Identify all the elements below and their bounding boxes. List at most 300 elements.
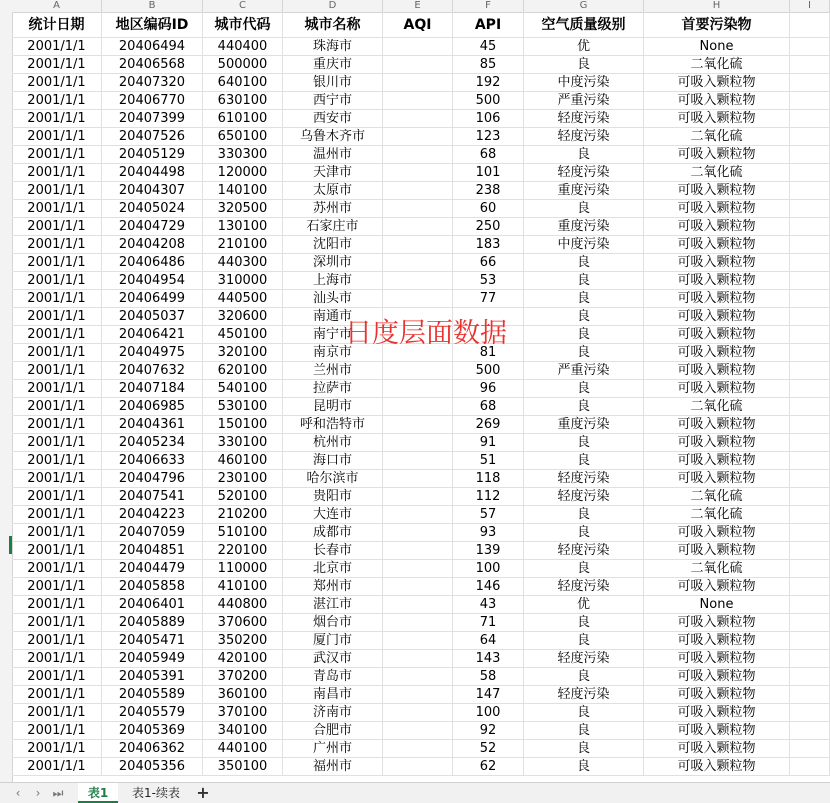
table-cell[interactable]: 济南市 bbox=[283, 704, 383, 722]
table-cell[interactable] bbox=[790, 722, 830, 740]
table-cell[interactable]: 620100 bbox=[203, 362, 283, 380]
table-cell[interactable]: 20405129 bbox=[102, 146, 203, 164]
table-cell[interactable]: 2001/1/1 bbox=[12, 668, 102, 686]
table-cell[interactable]: 2001/1/1 bbox=[12, 218, 102, 236]
table-cell[interactable] bbox=[383, 362, 453, 380]
table-cell[interactable]: 64 bbox=[453, 632, 524, 650]
table-cell[interactable]: 可吸入颗粒物 bbox=[644, 578, 790, 596]
table-cell[interactable] bbox=[383, 740, 453, 758]
table-cell[interactable]: 成都市 bbox=[283, 524, 383, 542]
table-cell[interactable] bbox=[790, 380, 830, 398]
table-cell[interactable]: 20405024 bbox=[102, 200, 203, 218]
table-cell[interactable]: 20406770 bbox=[102, 92, 203, 110]
table-cell[interactable] bbox=[383, 74, 453, 92]
table-cell[interactable]: 101 bbox=[453, 164, 524, 182]
table-cell[interactable] bbox=[790, 704, 830, 722]
table-cell[interactable] bbox=[383, 650, 453, 668]
table-cell[interactable]: 可吸入颗粒物 bbox=[644, 668, 790, 686]
table-cell[interactable]: 440300 bbox=[203, 254, 283, 272]
table-cell[interactable]: 2001/1/1 bbox=[12, 650, 102, 668]
table-cell[interactable]: 中度污染 bbox=[524, 236, 644, 254]
table-cell[interactable]: 2001/1/1 bbox=[12, 416, 102, 434]
table-cell[interactable]: 良 bbox=[524, 524, 644, 542]
table-cell[interactable]: 51 bbox=[453, 452, 524, 470]
table-cell[interactable]: None bbox=[644, 596, 790, 614]
table-cell[interactable] bbox=[383, 218, 453, 236]
table-cell[interactable]: 轻度污染 bbox=[524, 488, 644, 506]
table-cell[interactable]: 52 bbox=[453, 740, 524, 758]
table-cell[interactable]: 厦门市 bbox=[283, 632, 383, 650]
table-cell[interactable]: 20404498 bbox=[102, 164, 203, 182]
header-cell[interactable]: API bbox=[453, 12, 524, 38]
table-cell[interactable]: 96 bbox=[453, 380, 524, 398]
table-cell[interactable]: 20407399 bbox=[102, 110, 203, 128]
table-cell[interactable]: 可吸入颗粒物 bbox=[644, 254, 790, 272]
table-cell[interactable]: 58 bbox=[453, 668, 524, 686]
table-cell[interactable]: 可吸入颗粒物 bbox=[644, 614, 790, 632]
table-cell[interactable] bbox=[790, 506, 830, 524]
table-cell[interactable]: 2001/1/1 bbox=[12, 110, 102, 128]
table-cell[interactable]: 南宁市 bbox=[283, 326, 383, 344]
table-cell[interactable]: 20406421 bbox=[102, 326, 203, 344]
table-cell[interactable]: 2001/1/1 bbox=[12, 326, 102, 344]
table-cell[interactable] bbox=[383, 668, 453, 686]
table-cell[interactable] bbox=[790, 290, 830, 308]
table-cell[interactable]: 20407184 bbox=[102, 380, 203, 398]
table-cell[interactable]: 烟台市 bbox=[283, 614, 383, 632]
table-cell[interactable]: 2001/1/1 bbox=[12, 362, 102, 380]
table-cell[interactable]: 良 bbox=[524, 506, 644, 524]
table-cell[interactable]: 330300 bbox=[203, 146, 283, 164]
table-cell[interactable]: 苏州市 bbox=[283, 200, 383, 218]
table-cell[interactable]: 81 bbox=[453, 344, 524, 362]
table-cell[interactable]: 500 bbox=[453, 362, 524, 380]
table-cell[interactable] bbox=[790, 56, 830, 74]
column-letter-f[interactable]: F bbox=[453, 0, 524, 12]
table-cell[interactable]: 福州市 bbox=[283, 758, 383, 776]
table-cell[interactable]: 520100 bbox=[203, 488, 283, 506]
table-cell[interactable]: 20404479 bbox=[102, 560, 203, 578]
table-cell[interactable]: 20405949 bbox=[102, 650, 203, 668]
table-cell[interactable] bbox=[383, 56, 453, 74]
table-cell[interactable]: 57 bbox=[453, 506, 524, 524]
table-cell[interactable]: 银川市 bbox=[283, 74, 383, 92]
table-cell[interactable] bbox=[790, 128, 830, 146]
table-cell[interactable]: 良 bbox=[524, 740, 644, 758]
table-cell[interactable] bbox=[383, 146, 453, 164]
table-cell[interactable]: 210100 bbox=[203, 236, 283, 254]
header-cell[interactable]: 地区编码ID bbox=[102, 12, 203, 38]
table-cell[interactable]: 深圳市 bbox=[283, 254, 383, 272]
column-letter-h[interactable]: H bbox=[644, 0, 790, 12]
table-cell[interactable]: 呼和浩特市 bbox=[283, 416, 383, 434]
table-cell[interactable]: 20404851 bbox=[102, 542, 203, 560]
table-cell[interactable]: 20405369 bbox=[102, 722, 203, 740]
table-cell[interactable]: 昆明市 bbox=[283, 398, 383, 416]
table-cell[interactable]: 460100 bbox=[203, 452, 283, 470]
table-cell[interactable]: 45 bbox=[453, 38, 524, 56]
table-cell[interactable]: 20404975 bbox=[102, 344, 203, 362]
table-cell[interactable]: 二氧化硫 bbox=[644, 164, 790, 182]
table-cell[interactable]: 450100 bbox=[203, 326, 283, 344]
table-cell[interactable]: 轻度污染 bbox=[524, 164, 644, 182]
table-cell[interactable]: 610100 bbox=[203, 110, 283, 128]
table-cell[interactable]: 269 bbox=[453, 416, 524, 434]
column-letter-g[interactable]: G bbox=[524, 0, 644, 12]
table-cell[interactable]: 20406494 bbox=[102, 38, 203, 56]
table-cell[interactable]: 轻度污染 bbox=[524, 542, 644, 560]
table-cell[interactable] bbox=[383, 182, 453, 200]
prev-sheet-icon[interactable]: ‹ bbox=[15, 786, 21, 800]
table-cell[interactable]: 良 bbox=[524, 434, 644, 452]
table-cell[interactable]: 20405234 bbox=[102, 434, 203, 452]
table-cell[interactable]: 可吸入颗粒物 bbox=[644, 758, 790, 776]
table-cell[interactable]: 重度污染 bbox=[524, 218, 644, 236]
table-cell[interactable]: 汕头市 bbox=[283, 290, 383, 308]
column-letter-e[interactable]: E bbox=[383, 0, 453, 12]
table-cell[interactable]: 53 bbox=[453, 272, 524, 290]
table-cell[interactable]: 500 bbox=[453, 92, 524, 110]
table-cell[interactable]: 68 bbox=[453, 146, 524, 164]
table-cell[interactable]: 320500 bbox=[203, 200, 283, 218]
table-cell[interactable]: 20405858 bbox=[102, 578, 203, 596]
table-cell[interactable]: 2001/1/1 bbox=[12, 254, 102, 272]
table-cell[interactable]: 良 bbox=[524, 146, 644, 164]
table-cell[interactable]: 中度污染 bbox=[524, 74, 644, 92]
table-cell[interactable]: 大连市 bbox=[283, 506, 383, 524]
table-cell[interactable]: 良 bbox=[524, 200, 644, 218]
table-cell[interactable]: 轻度污染 bbox=[524, 110, 644, 128]
table-cell[interactable]: 2001/1/1 bbox=[12, 236, 102, 254]
table-cell[interactable]: 147 bbox=[453, 686, 524, 704]
table-cell[interactable]: 20404954 bbox=[102, 272, 203, 290]
table-cell[interactable] bbox=[383, 380, 453, 398]
table-cell[interactable]: 2001/1/1 bbox=[12, 452, 102, 470]
table-cell[interactable]: 良 bbox=[524, 398, 644, 416]
header-cell[interactable]: 首要污染物 bbox=[644, 12, 790, 38]
header-cell[interactable] bbox=[790, 12, 830, 38]
table-cell[interactable]: 143 bbox=[453, 650, 524, 668]
table-cell[interactable]: 20405889 bbox=[102, 614, 203, 632]
table-cell[interactable]: 20404729 bbox=[102, 218, 203, 236]
table-cell[interactable]: 2001/1/1 bbox=[12, 344, 102, 362]
table-cell[interactable]: 2001/1/1 bbox=[12, 128, 102, 146]
table-cell[interactable] bbox=[383, 110, 453, 128]
table-cell[interactable] bbox=[790, 110, 830, 128]
table-cell[interactable]: 青岛市 bbox=[283, 668, 383, 686]
table-cell[interactable]: 可吸入颗粒物 bbox=[644, 218, 790, 236]
table-cell[interactable] bbox=[383, 92, 453, 110]
table-cell[interactable]: 2001/1/1 bbox=[12, 146, 102, 164]
table-cell[interactable]: 20407632 bbox=[102, 362, 203, 380]
table-cell[interactable] bbox=[790, 542, 830, 560]
table-cell[interactable] bbox=[790, 416, 830, 434]
table-cell[interactable]: 二氧化硫 bbox=[644, 506, 790, 524]
table-cell[interactable]: 良 bbox=[524, 452, 644, 470]
table-cell[interactable] bbox=[790, 200, 830, 218]
table-cell[interactable]: 20406633 bbox=[102, 452, 203, 470]
table-cell[interactable]: 良 bbox=[524, 704, 644, 722]
table-cell[interactable]: 370600 bbox=[203, 614, 283, 632]
table-cell[interactable]: 20405471 bbox=[102, 632, 203, 650]
table-cell[interactable] bbox=[790, 74, 830, 92]
table-cell[interactable] bbox=[383, 686, 453, 704]
table-cell[interactable]: 2001/1/1 bbox=[12, 740, 102, 758]
sheet-tab-1[interactable]: 表1 bbox=[78, 783, 118, 803]
table-cell[interactable]: 良 bbox=[524, 632, 644, 650]
table-cell[interactable]: 可吸入颗粒物 bbox=[644, 740, 790, 758]
table-cell[interactable]: 20405391 bbox=[102, 668, 203, 686]
table-cell[interactable]: 哈尔滨市 bbox=[283, 470, 383, 488]
table-cell[interactable]: 北京市 bbox=[283, 560, 383, 578]
table-cell[interactable]: 可吸入颗粒物 bbox=[644, 200, 790, 218]
table-cell[interactable]: 郑州市 bbox=[283, 578, 383, 596]
table-cell[interactable]: 20405579 bbox=[102, 704, 203, 722]
table-cell[interactable]: 2001/1/1 bbox=[12, 290, 102, 308]
table-cell[interactable] bbox=[790, 272, 830, 290]
table-cell[interactable]: 二氧化硫 bbox=[644, 128, 790, 146]
table-cell[interactable]: 合肥市 bbox=[283, 722, 383, 740]
add-sheet-button[interactable]: + bbox=[196, 783, 210, 802]
table-cell[interactable]: 可吸入颗粒物 bbox=[644, 632, 790, 650]
table-cell[interactable]: 良 bbox=[524, 722, 644, 740]
table-cell[interactable]: 可吸入颗粒物 bbox=[644, 704, 790, 722]
table-cell[interactable]: 南昌市 bbox=[283, 686, 383, 704]
table-cell[interactable] bbox=[790, 236, 830, 254]
table-cell[interactable]: 2001/1/1 bbox=[12, 398, 102, 416]
table-cell[interactable] bbox=[383, 434, 453, 452]
table-cell[interactable] bbox=[790, 146, 830, 164]
table-cell[interactable]: 良 bbox=[524, 380, 644, 398]
table-cell[interactable]: 20405037 bbox=[102, 308, 203, 326]
table-cell[interactable]: 二氧化硫 bbox=[644, 488, 790, 506]
table-cell[interactable]: 106 bbox=[453, 110, 524, 128]
table-cell[interactable]: 可吸入颗粒物 bbox=[644, 416, 790, 434]
table-cell[interactable]: 100 bbox=[453, 560, 524, 578]
table-cell[interactable] bbox=[790, 758, 830, 776]
table-cell[interactable]: 20404223 bbox=[102, 506, 203, 524]
table-cell[interactable] bbox=[383, 272, 453, 290]
table-cell[interactable]: 可吸入颗粒物 bbox=[644, 722, 790, 740]
table-cell[interactable]: 2001/1/1 bbox=[12, 614, 102, 632]
table-cell[interactable]: 可吸入颗粒物 bbox=[644, 236, 790, 254]
table-cell[interactable] bbox=[790, 578, 830, 596]
table-cell[interactable] bbox=[790, 596, 830, 614]
sheet-tab-2[interactable]: 表1-续表 bbox=[132, 786, 180, 800]
table-cell[interactable]: 20406985 bbox=[102, 398, 203, 416]
table-cell[interactable]: 20407059 bbox=[102, 524, 203, 542]
table-cell[interactable]: 轻度污染 bbox=[524, 650, 644, 668]
table-cell[interactable]: 370100 bbox=[203, 704, 283, 722]
table-cell[interactable]: 100 bbox=[453, 704, 524, 722]
table-cell[interactable]: 43 bbox=[453, 596, 524, 614]
table-cell[interactable]: 112 bbox=[453, 488, 524, 506]
table-cell[interactable]: 二氧化硫 bbox=[644, 398, 790, 416]
table-cell[interactable]: 20406401 bbox=[102, 596, 203, 614]
table-cell[interactable]: 乌鲁木齐市 bbox=[283, 128, 383, 146]
table-cell[interactable]: 68 bbox=[453, 398, 524, 416]
table-cell[interactable]: 62 bbox=[453, 758, 524, 776]
table-cell[interactable]: 轻度污染 bbox=[524, 578, 644, 596]
table-cell[interactable]: 优 bbox=[524, 596, 644, 614]
table-cell[interactable] bbox=[383, 452, 453, 470]
table-cell[interactable]: 2001/1/1 bbox=[12, 164, 102, 182]
table-cell[interactable] bbox=[790, 434, 830, 452]
table-cell[interactable]: 良 bbox=[524, 326, 644, 344]
table-cell[interactable]: 可吸入颗粒物 bbox=[644, 470, 790, 488]
table-cell[interactable]: 2001/1/1 bbox=[12, 596, 102, 614]
table-cell[interactable]: 良 bbox=[524, 758, 644, 776]
header-cell[interactable]: 城市代码 bbox=[203, 12, 283, 38]
table-cell[interactable]: 珠海市 bbox=[283, 38, 383, 56]
table-cell[interactable] bbox=[383, 578, 453, 596]
table-cell[interactable] bbox=[383, 38, 453, 56]
table-cell[interactable]: 130100 bbox=[203, 218, 283, 236]
table-cell[interactable]: 370200 bbox=[203, 668, 283, 686]
table-cell[interactable] bbox=[383, 398, 453, 416]
table-cell[interactable]: None bbox=[644, 38, 790, 56]
table-cell[interactable]: 2001/1/1 bbox=[12, 686, 102, 704]
table-cell[interactable]: 410100 bbox=[203, 578, 283, 596]
table-cell[interactable]: 良 bbox=[524, 344, 644, 362]
table-cell[interactable] bbox=[383, 524, 453, 542]
table-cell[interactable]: 2001/1/1 bbox=[12, 56, 102, 74]
table-cell[interactable]: 可吸入颗粒物 bbox=[644, 452, 790, 470]
table-cell[interactable]: 20407526 bbox=[102, 128, 203, 146]
table-cell[interactable]: 210200 bbox=[203, 506, 283, 524]
table-cell[interactable]: 71 bbox=[453, 614, 524, 632]
table-cell[interactable]: 2001/1/1 bbox=[12, 38, 102, 56]
table-cell[interactable]: 良 bbox=[524, 614, 644, 632]
table-cell[interactable]: 139 bbox=[453, 542, 524, 560]
table-cell[interactable]: 2001/1/1 bbox=[12, 488, 102, 506]
table-cell[interactable]: 良 bbox=[524, 56, 644, 74]
table-cell[interactable]: 长春市 bbox=[283, 542, 383, 560]
table-cell[interactable]: 良 bbox=[524, 668, 644, 686]
table-cell[interactable] bbox=[383, 506, 453, 524]
table-cell[interactable]: 杭州市 bbox=[283, 434, 383, 452]
table-cell[interactable]: 20405356 bbox=[102, 758, 203, 776]
table-cell[interactable]: 西安市 bbox=[283, 110, 383, 128]
table-cell[interactable] bbox=[790, 650, 830, 668]
table-cell[interactable] bbox=[790, 218, 830, 236]
table-cell[interactable]: 西宁市 bbox=[283, 92, 383, 110]
table-cell[interactable]: 二氧化硫 bbox=[644, 56, 790, 74]
column-letter-a[interactable]: A bbox=[12, 0, 102, 12]
table-cell[interactable]: 可吸入颗粒物 bbox=[644, 650, 790, 668]
table-cell[interactable]: 20404208 bbox=[102, 236, 203, 254]
table-cell[interactable]: 重度污染 bbox=[524, 182, 644, 200]
table-cell[interactable]: 可吸入颗粒物 bbox=[644, 344, 790, 362]
table-cell[interactable] bbox=[790, 668, 830, 686]
table-cell[interactable]: 可吸入颗粒物 bbox=[644, 542, 790, 560]
table-cell[interactable]: 上海市 bbox=[283, 272, 383, 290]
table-cell[interactable]: 230100 bbox=[203, 470, 283, 488]
table-cell[interactable]: 310000 bbox=[203, 272, 283, 290]
table-cell[interactable]: 150100 bbox=[203, 416, 283, 434]
table-cell[interactable] bbox=[790, 686, 830, 704]
table-cell[interactable]: 340100 bbox=[203, 722, 283, 740]
table-cell[interactable]: 良 bbox=[524, 308, 644, 326]
table-cell[interactable]: 广州市 bbox=[283, 740, 383, 758]
table-cell[interactable] bbox=[790, 38, 830, 56]
table-cell[interactable]: 192 bbox=[453, 74, 524, 92]
table-cell[interactable]: 可吸入颗粒物 bbox=[644, 524, 790, 542]
table-cell[interactable]: 可吸入颗粒物 bbox=[644, 362, 790, 380]
table-cell[interactable] bbox=[790, 452, 830, 470]
table-cell[interactable]: 可吸入颗粒物 bbox=[644, 290, 790, 308]
table-cell[interactable] bbox=[383, 560, 453, 578]
table-cell[interactable]: 武汉市 bbox=[283, 650, 383, 668]
table-cell[interactable]: 123 bbox=[453, 128, 524, 146]
table-cell[interactable] bbox=[790, 524, 830, 542]
table-cell[interactable]: 110000 bbox=[203, 560, 283, 578]
table-cell[interactable]: 南通市 bbox=[283, 308, 383, 326]
table-cell[interactable] bbox=[790, 326, 830, 344]
table-cell[interactable]: 146 bbox=[453, 578, 524, 596]
table-cell[interactable]: 640100 bbox=[203, 74, 283, 92]
table-cell[interactable]: 20405589 bbox=[102, 686, 203, 704]
table-cell[interactable]: 92 bbox=[453, 722, 524, 740]
table-cell[interactable] bbox=[383, 236, 453, 254]
table-cell[interactable]: 沈阳市 bbox=[283, 236, 383, 254]
table-cell[interactable]: 440100 bbox=[203, 740, 283, 758]
table-cell[interactable]: 120000 bbox=[203, 164, 283, 182]
table-cell[interactable] bbox=[790, 488, 830, 506]
table-cell[interactable]: 20406486 bbox=[102, 254, 203, 272]
table-cell[interactable]: 2001/1/1 bbox=[12, 704, 102, 722]
next-sheet-icon[interactable]: › bbox=[35, 786, 41, 800]
table-cell[interactable] bbox=[383, 128, 453, 146]
table-cell[interactable] bbox=[383, 254, 453, 272]
table-cell[interactable]: 630100 bbox=[203, 92, 283, 110]
table-cell[interactable]: 60 bbox=[453, 200, 524, 218]
header-cell[interactable]: AQI bbox=[383, 12, 453, 38]
table-cell[interactable]: 2001/1/1 bbox=[12, 758, 102, 776]
table-cell[interactable] bbox=[790, 560, 830, 578]
table-cell[interactable]: 可吸入颗粒物 bbox=[644, 182, 790, 200]
table-cell[interactable]: 严重污染 bbox=[524, 92, 644, 110]
table-cell[interactable] bbox=[790, 470, 830, 488]
table-cell[interactable]: 良 bbox=[524, 290, 644, 308]
table-cell[interactable]: 2001/1/1 bbox=[12, 470, 102, 488]
table-cell[interactable]: 440500 bbox=[203, 290, 283, 308]
table-cell[interactable] bbox=[790, 254, 830, 272]
header-cell[interactable]: 城市名称 bbox=[283, 12, 383, 38]
table-cell[interactable]: 2001/1/1 bbox=[12, 74, 102, 92]
table-cell[interactable] bbox=[790, 398, 830, 416]
table-cell[interactable]: 440400 bbox=[203, 38, 283, 56]
table-cell[interactable]: 320100 bbox=[203, 344, 283, 362]
table-cell[interactable]: 510100 bbox=[203, 524, 283, 542]
table-cell[interactable]: 兰州市 bbox=[283, 362, 383, 380]
table-cell[interactable]: 严重污染 bbox=[524, 362, 644, 380]
table-cell[interactable]: 2001/1/1 bbox=[12, 380, 102, 398]
header-cell[interactable]: 空气质量级别 bbox=[524, 12, 644, 38]
table-cell[interactable]: 可吸入颗粒物 bbox=[644, 74, 790, 92]
table-cell[interactable]: 可吸入颗粒物 bbox=[644, 272, 790, 290]
table-cell[interactable]: 420100 bbox=[203, 650, 283, 668]
table-cell[interactable]: 2001/1/1 bbox=[12, 524, 102, 542]
table-cell[interactable] bbox=[383, 416, 453, 434]
table-cell[interactable]: 330100 bbox=[203, 434, 283, 452]
table-cell[interactable]: 350100 bbox=[203, 758, 283, 776]
table-cell[interactable] bbox=[790, 740, 830, 758]
table-cell[interactable]: 20407541 bbox=[102, 488, 203, 506]
table-cell[interactable]: 可吸入颗粒物 bbox=[644, 380, 790, 398]
table-cell[interactable] bbox=[790, 182, 830, 200]
table-cell[interactable] bbox=[383, 488, 453, 506]
